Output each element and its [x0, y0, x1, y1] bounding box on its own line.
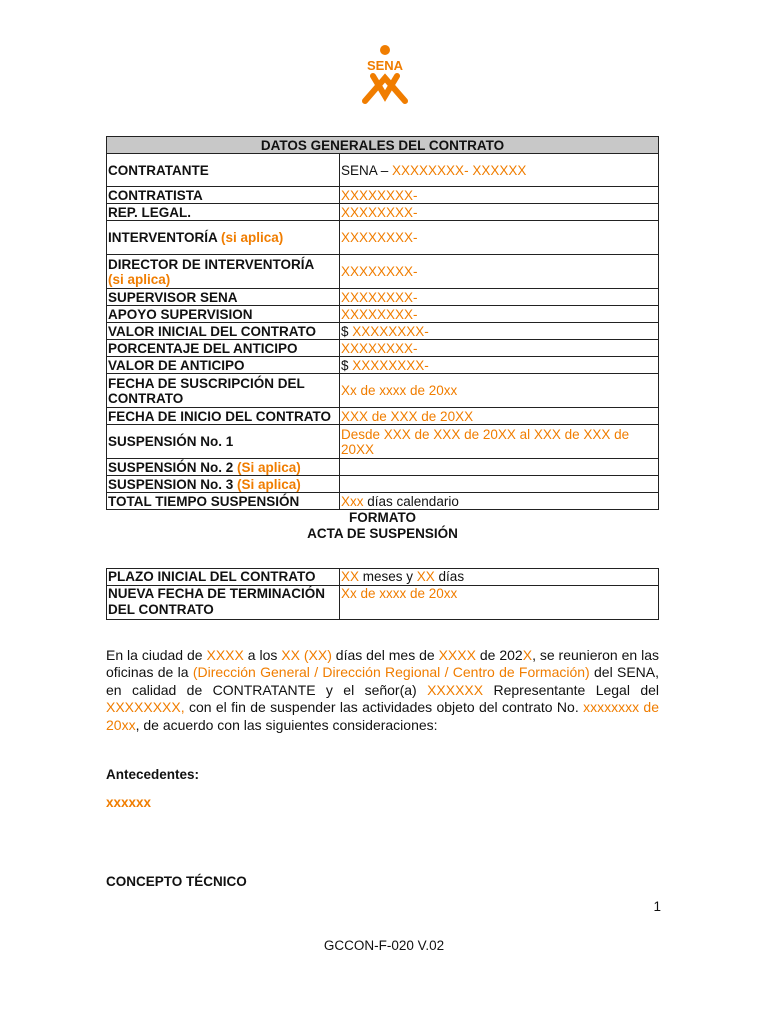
rep-legal-value: XXXXXXXX-	[340, 204, 659, 221]
total-suspension-value: Xxx días calendario	[340, 493, 659, 510]
suspension2-label: SUSPENSIÓN No. 2 (Si aplica)	[107, 459, 340, 476]
general-data-table	[106, 136, 659, 510]
fecha-inicio-label: FECHA DE INICIO DEL CONTRATO	[107, 408, 340, 425]
director-value: XXXXXXXX-	[340, 255, 659, 289]
suspension3-value	[340, 476, 659, 493]
term-table	[106, 568, 659, 620]
supervisor-value: XXXXXXXX-	[340, 289, 659, 306]
acta-title: ACTA DE SUSPENSIÓN	[307, 526, 458, 541]
contratista-value: XXXXXXXX-	[340, 187, 659, 204]
contratista-label: CONTRATISTA	[107, 187, 340, 204]
valor-anticipo-label: VALOR DE ANTICIPO	[107, 357, 340, 374]
total-suspension-label: TOTAL TIEMPO SUSPENSIÓN	[107, 493, 340, 510]
suspension2-value	[340, 459, 659, 476]
suspension1-value: Desde XXX de XXX de 20XX al XXX de XXX de 20XX	[340, 425, 659, 459]
sena-logo	[355, 44, 415, 104]
contratante-label: CONTRATANTE	[107, 154, 340, 187]
intro-paragraph: En la ciudad de XXXX a los XX (XX) días del mes de XXXX de 202X, se reunieron en las oficinas de la (Dirección General / Dirección Regional / Centro de Formación) del SENA, en calidad de CONTRATANTE y el señor(a) XXXXXX Representante Legal del XXXXXXXX, con el fin de suspender las actividades objeto del contrato No. xxxxxxxx de 20xx, de acuerdo con las siguientes consideraciones:	[106, 647, 660, 733]
director-label: DIRECTOR DE INTERVENTORÍA (si aplica)	[107, 255, 340, 289]
interventoria-value: XXXXXXXX-	[340, 221, 659, 255]
fecha-suscripcion-value: Xx de xxxx de 20xx	[340, 374, 659, 408]
nueva-fecha-label: NUEVA FECHA DE TERMINACIÓN DEL CONTRATO	[107, 586, 340, 620]
valor-inicial-value: $ XXXXXXXX-	[340, 323, 659, 340]
page-number: 1	[653, 899, 661, 914]
table-header: DATOS GENERALES DEL CONTRATO	[107, 137, 659, 154]
document-code: GCCON-F-020 V.02	[323, 938, 445, 953]
concepto-tecnico-heading: CONCEPTO TÉCNICO	[106, 874, 247, 889]
nueva-fecha-value: Xx de xxxx de 20xx	[340, 586, 659, 620]
document-title	[106, 510, 659, 542]
svg-text:SENA: SENA	[366, 58, 404, 73]
supervisor-label: SUPERVISOR SENA	[107, 289, 340, 306]
fecha-inicio-value: XXX de XXX de 20XX	[340, 408, 659, 425]
porcentaje-value: XXXXXXXX-	[340, 340, 659, 357]
valor-inicial-label: VALOR INICIAL DEL CONTRATO	[107, 323, 340, 340]
apoyo-value: XXXXXXXX-	[340, 306, 659, 323]
antecedentes-heading: Antecedentes:	[106, 767, 200, 782]
rep-legal-label: REP. LEGAL.	[107, 204, 340, 221]
apoyo-label: APOYO SUPERVISION	[107, 306, 340, 323]
valor-anticipo-value: $ XXXXXXXX-	[340, 357, 659, 374]
porcentaje-label: PORCENTAJE DEL ANTICIPO	[107, 340, 340, 357]
plazo-label: PLAZO INICIAL DEL CONTRATO	[107, 569, 340, 586]
interventoria-label: INTERVENTORÍA (si aplica)	[107, 221, 340, 255]
fecha-suscripcion-label: FECHA DE SUSCRIPCIÓN DEL CONTRATO	[107, 374, 340, 408]
suspension1-label: SUSPENSIÓN No. 1	[107, 425, 340, 459]
formato-line: FORMATO	[349, 510, 416, 525]
antecedentes-value: xxxxxx	[106, 795, 152, 810]
contratante-value: SENA – XXXXXXXX- XXXXXX	[340, 154, 659, 187]
suspension3-label: SUSPENSION No. 3 (Si aplica)	[107, 476, 340, 493]
plazo-value: XX meses y XX días	[340, 569, 659, 586]
